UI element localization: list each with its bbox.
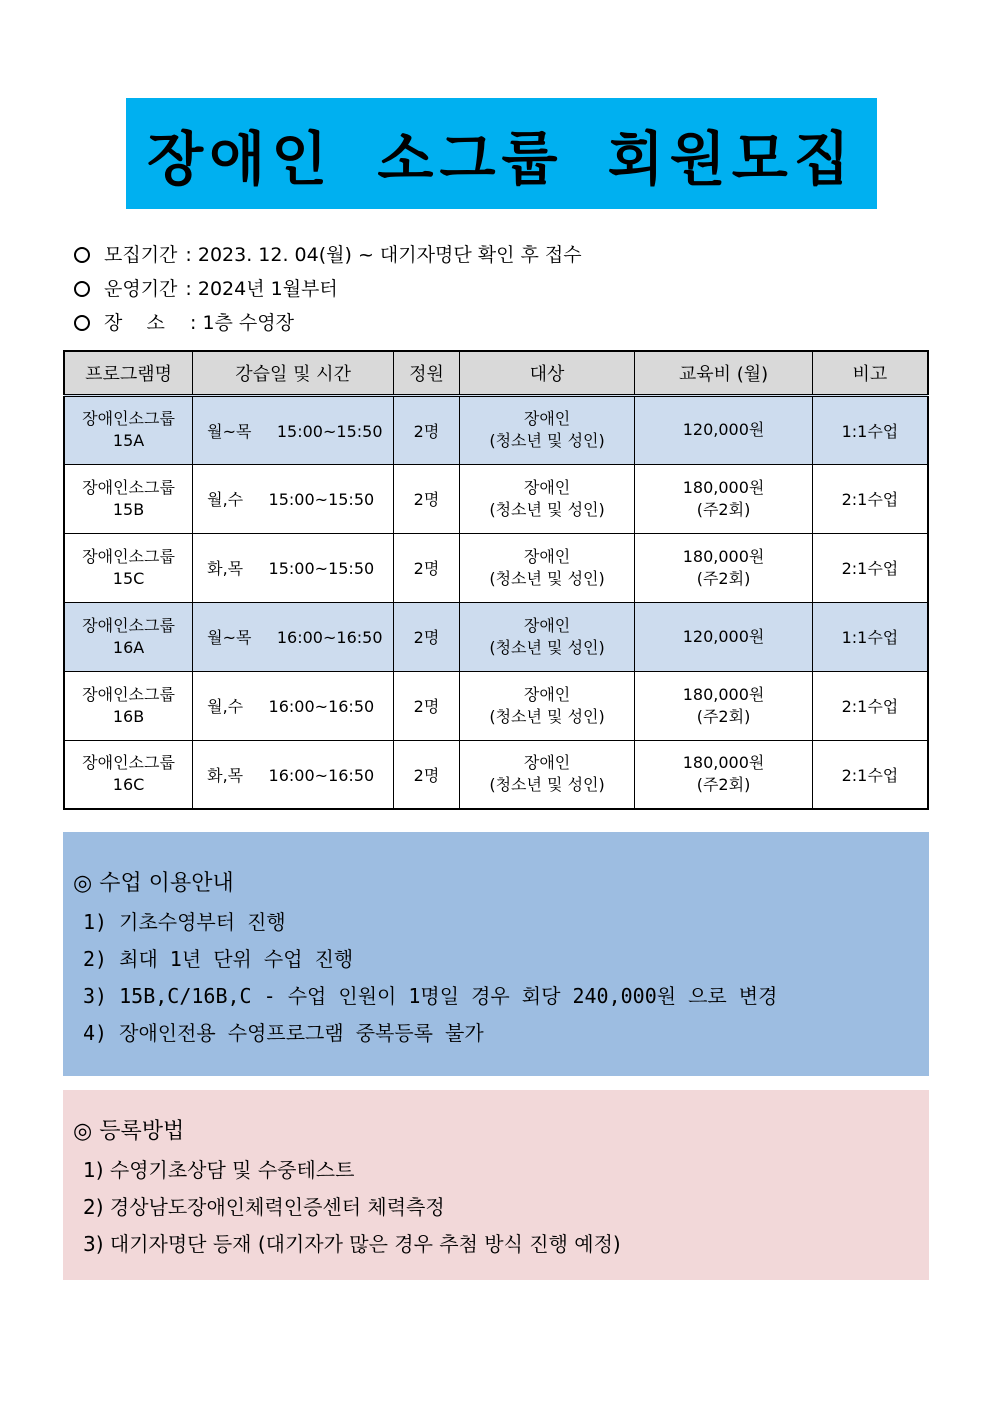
target-cell: 장애인 (청소년 및 성인) [459,533,634,602]
target-cell: 장애인 (청소년 및 성인) [459,671,634,740]
circle-bullet-icon [74,247,90,263]
registration-heading: ◎ 등록방법 [73,1119,185,1144]
info-operation-period [72,272,582,306]
capacity-cell: 2명 [394,740,460,809]
class-info-item: 4) 장애인전용 수영프로그램 중복등록 불가 [83,1021,484,1045]
note-cell: 2:1수업 [812,533,928,602]
header-target: 대상 [459,351,634,395]
schedule-cell: 화,목 15:00~15:50 [193,533,394,602]
schedule-cell: 월~목 15:00~15:50 [193,395,394,464]
info-recruit-period [72,238,582,272]
class-info-heading: ◎ 수업 이용안내 [73,871,234,896]
schedule-cell: 월,수 15:00~15:50 [193,464,394,533]
header-note: 비고 [812,351,928,395]
table-row [64,602,928,671]
info-value: : 2023. 12. 04(월) ~ 대기자명단 확인 후 접수 [185,244,582,266]
schedule-cell: 화,목 16:00~16:50 [193,740,394,809]
target-cell: 장애인 (청소년 및 성인) [459,395,634,464]
program-cell: 장애인소그룹 15A [64,395,193,464]
class-info-item: 2) 최대 1년 단위 수업 진행 [83,947,354,971]
circle-bullet-icon [74,315,90,331]
program-cell: 장애인소그룹 15C [64,533,193,602]
table-row [64,533,928,602]
table-row [64,464,928,533]
header-schedule: 강습일 및 시간 [193,351,394,395]
note-cell: 1:1수업 [812,602,928,671]
target-cell: 장애인 (청소년 및 성인) [459,602,634,671]
registration-item: 3) 대기자명단 등재 (대기자가 많은 경우 추첨 방식 진행 예정) [83,1232,621,1256]
info-location [72,306,582,340]
class-info-box [63,832,929,1076]
program-cell: 장애인소그룹 15B [64,464,193,533]
fee-cell: 180,000원 (주2회) [635,533,813,602]
capacity-cell: 2명 [394,671,460,740]
note-cell: 2:1수업 [812,671,928,740]
note-cell: 2:1수업 [812,464,928,533]
info-value: : 1층 수영장 [190,312,294,334]
fee-cell: 120,000원 [635,395,813,464]
target-cell: 장애인 (청소년 및 성인) [459,740,634,809]
fee-cell: 180,000원 (주2회) [635,464,813,533]
target-cell: 장애인 (청소년 및 성인) [459,464,634,533]
capacity-cell: 2명 [394,602,460,671]
header-program: 프로그램명 [64,351,193,395]
fee-cell: 180,000원 (주2회) [635,671,813,740]
capacity-cell: 2명 [394,464,460,533]
fee-cell: 180,000원 (주2회) [635,740,813,809]
program-cell: 장애인소그룹 16B [64,671,193,740]
info-label: 모집기간 [104,244,178,266]
schedule-table [63,350,929,810]
note-cell: 1:1수업 [812,395,928,464]
registration-box [63,1090,929,1280]
capacity-cell: 2명 [394,533,460,602]
schedule-cell: 월~목 16:00~16:50 [193,602,394,671]
fee-cell: 120,000원 [635,602,813,671]
schedule-cell: 월,수 16:00~16:50 [193,671,394,740]
info-section [72,238,582,340]
capacity-cell: 2명 [394,395,460,464]
class-info-item: 1) 기초수영부터 진행 [83,910,286,934]
header-capacity: 정원 [394,351,460,395]
circle-bullet-icon [74,281,90,297]
table-row [64,395,928,464]
header-fee: 교육비 (월) [635,351,813,395]
info-value: : 2024년 1월부터 [185,278,338,300]
class-info-item: 3) 15B,C/16B,C - 수업 인원이 1명일 경우 회당 240,000원 으로 변경 [83,984,778,1008]
title-banner [126,98,877,209]
registration-item: 1) 수영기초상담 및 수중테스트 [83,1158,355,1182]
program-cell: 장애인소그룹 16A [64,602,193,671]
note-cell: 2:1수업 [812,740,928,809]
table-row [64,740,928,809]
page-title: 장애인 소그룹 회원모집 [147,124,856,193]
program-cell: 장애인소그룹 16C [64,740,193,809]
info-label: 장 소 [104,312,165,334]
table-header-row [64,351,928,395]
info-label: 운영기간 [104,278,178,300]
table-row [64,671,928,740]
registration-item: 2) 경상남도장애인체력인증센터 체력측정 [83,1195,445,1219]
